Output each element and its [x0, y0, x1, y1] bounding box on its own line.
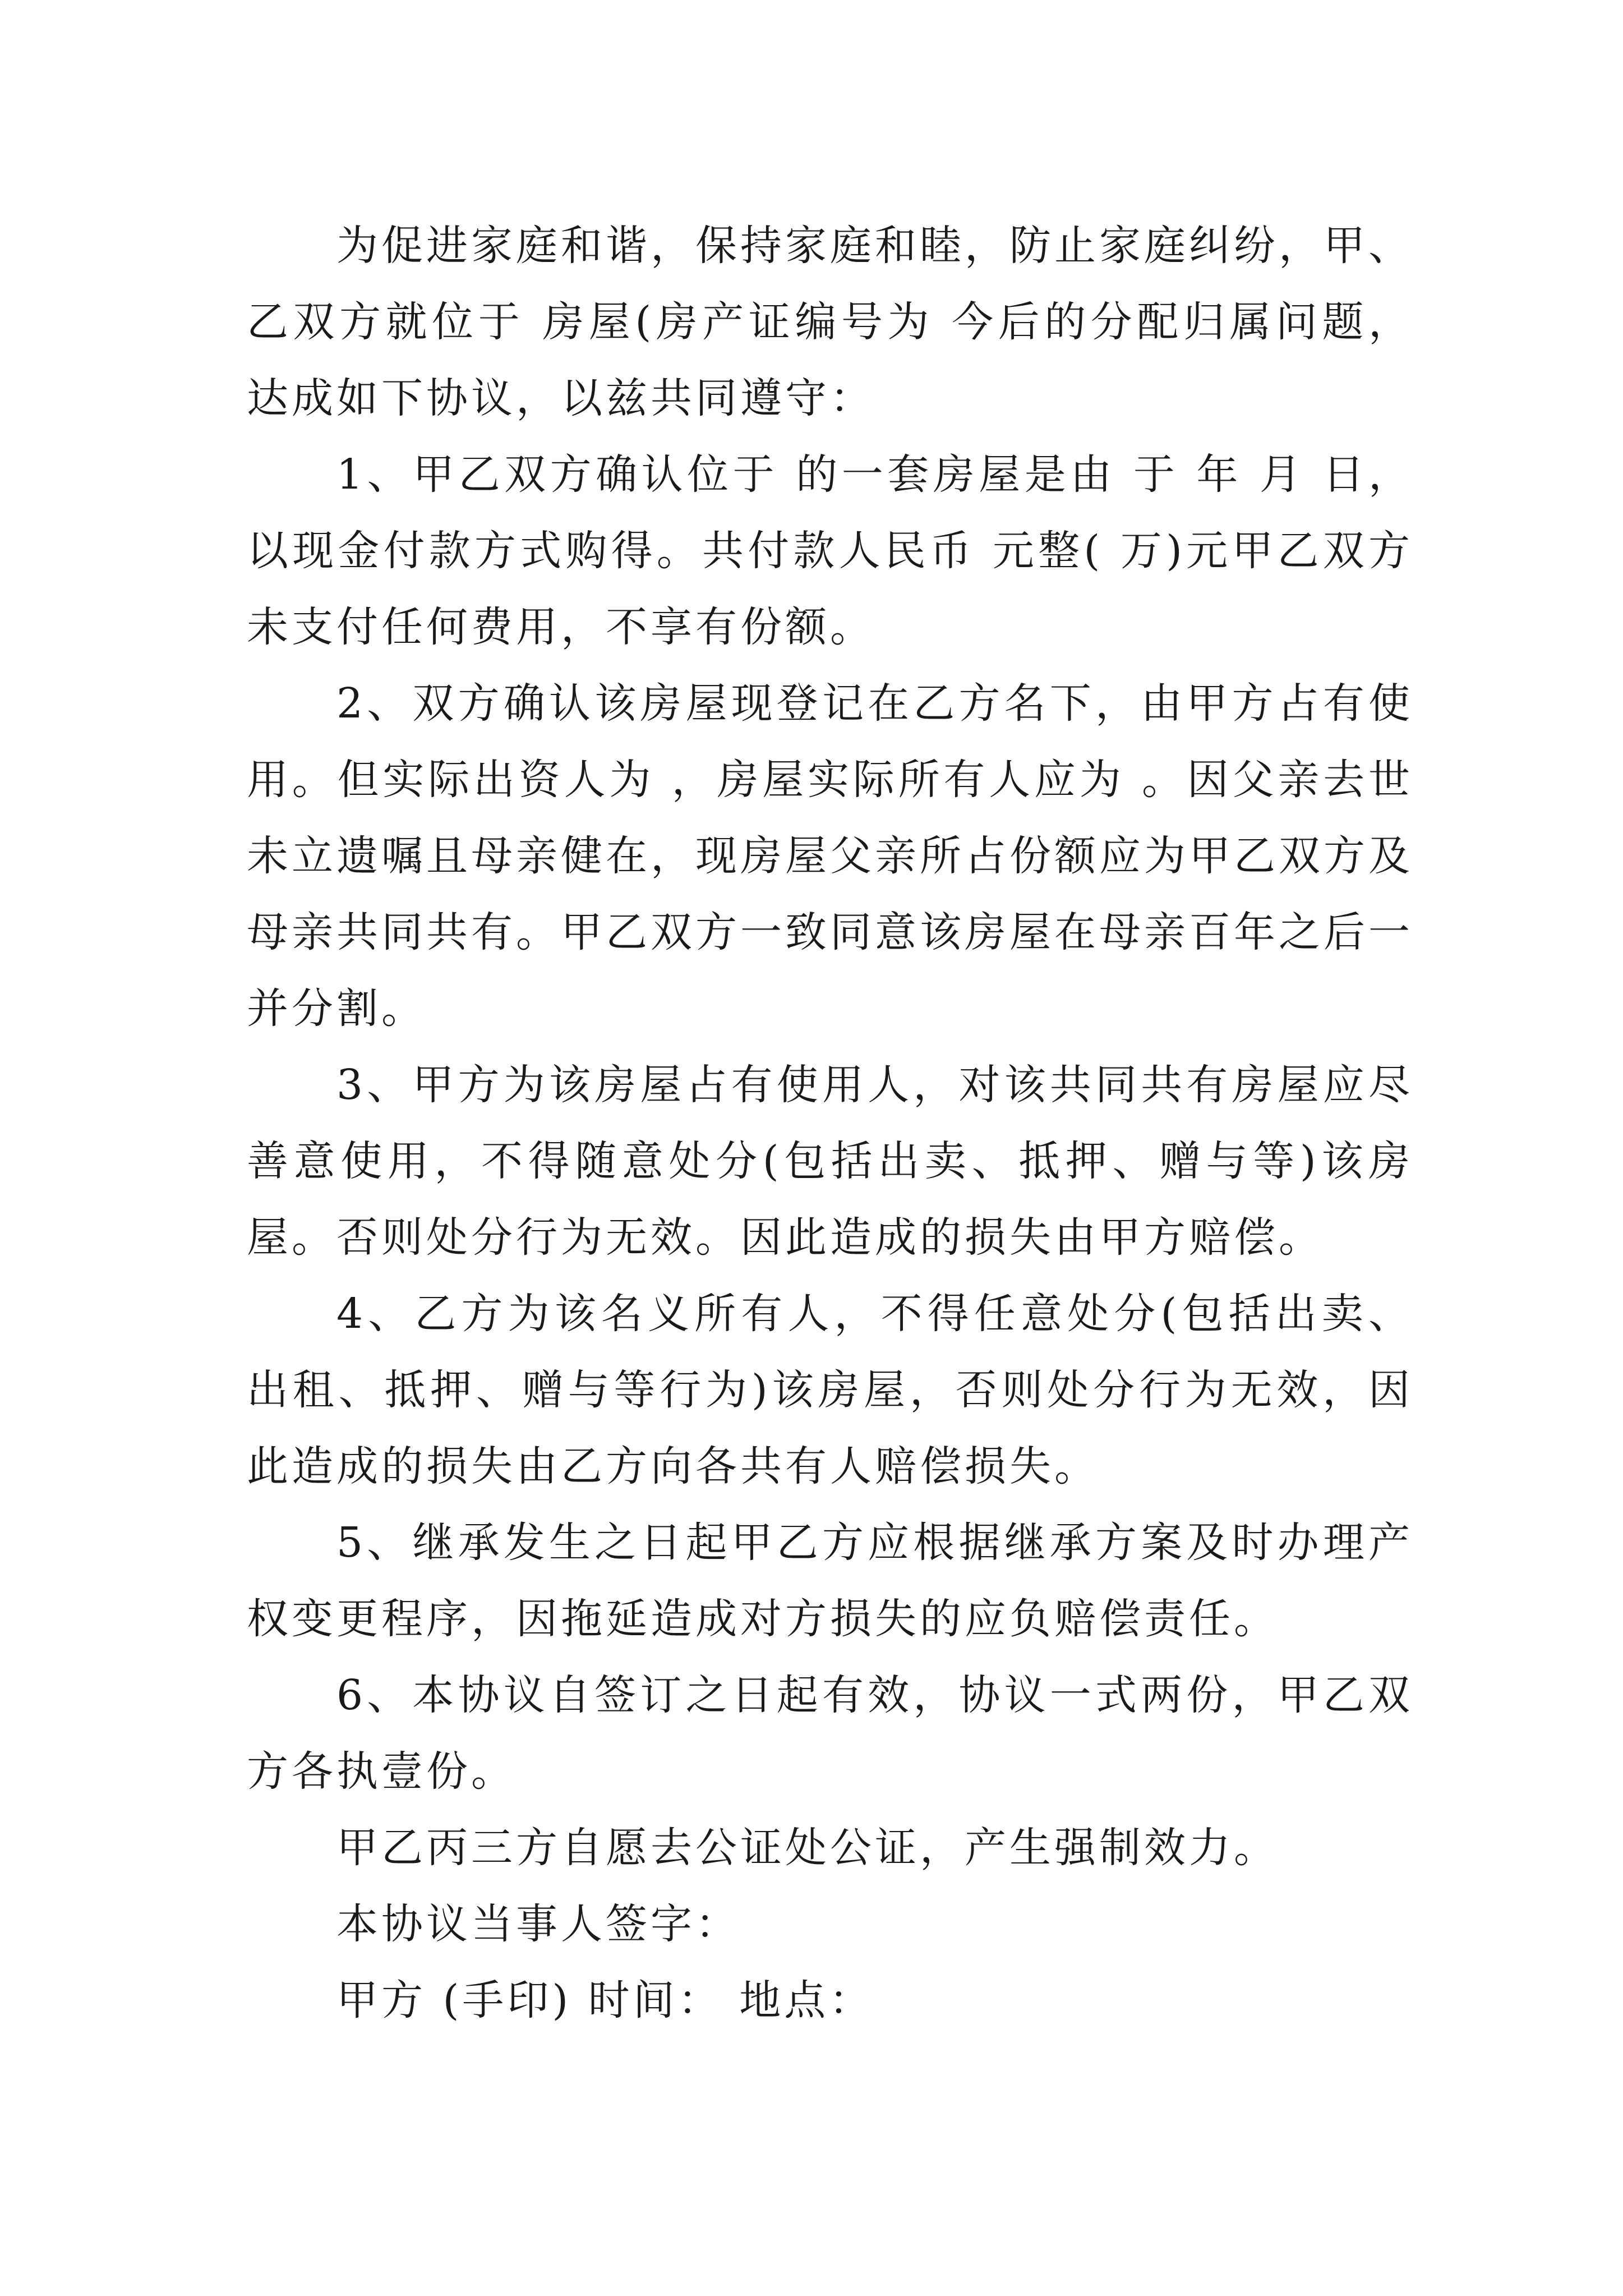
clause-6-paragraph: 6、本协议自签订之日起有效，协议一式两份，甲乙双方各执壹份。 [247, 1671, 1413, 1796]
clause-5-paragraph: 5、继承发生之日起甲乙方应根据继承方案及时办理产权变更程序，因拖延造成对方损失的应负赔偿责任。 [247, 1519, 1413, 1643]
clause-3-paragraph: 3、甲方为该房屋占有使用人，对该共同共有房屋应尽善意使用，不得随意处分(包括出卖、抵押、赠与等)该房屋。否则处分行为无效。因此造成的损失由甲方赔偿。 [247, 1061, 1413, 1262]
signature-heading: 本协议当事人签字： [336, 1900, 740, 1948]
clause-1-paragraph: 1、甲乙双方确认位于 的一套房屋是由 于 年 月 日，以现金付款方式购得。共付款人民币 元整( 万)元甲乙双方未支付任何费用，不享有份额。 [247, 450, 1413, 651]
agreement-body [247, 208, 1413, 2039]
notarization-paragraph: 甲乙丙三方自愿去公证处公证，产生强制效力。 [336, 1824, 1279, 1872]
clause-4-paragraph: 4、乙方为该名义所有人，不得任意处分(包括出卖、出租、抵押、赠与等行为)该房屋，否则处分行为无效，因此造成的损失由乙方向各共有人赔偿损失。 [247, 1290, 1413, 1490]
clause-2-paragraph: 2、双方确认该房屋现登记在乙方名下，由甲方占有使用。但实际出资人为 ，房屋实际所有人应为 。因父亲去世未立遗嘱且母亲健在，现房屋父亲所占份额应为甲乙双方及母亲共同共有。甲乙双方一致同意该房屋在母亲百年之后一并分割。 [247, 679, 1413, 1033]
party-a-signature-line: 甲方 (手印) 时间： 地点： [336, 1976, 874, 2024]
intro-paragraph: 为促进家庭和谐，保持家庭和睦，防止家庭纠纷，甲、乙双方就位于 房屋(房产证编号为 今后的分配归属问题，达成如下协议，以兹共同遵守： [247, 222, 1413, 422]
